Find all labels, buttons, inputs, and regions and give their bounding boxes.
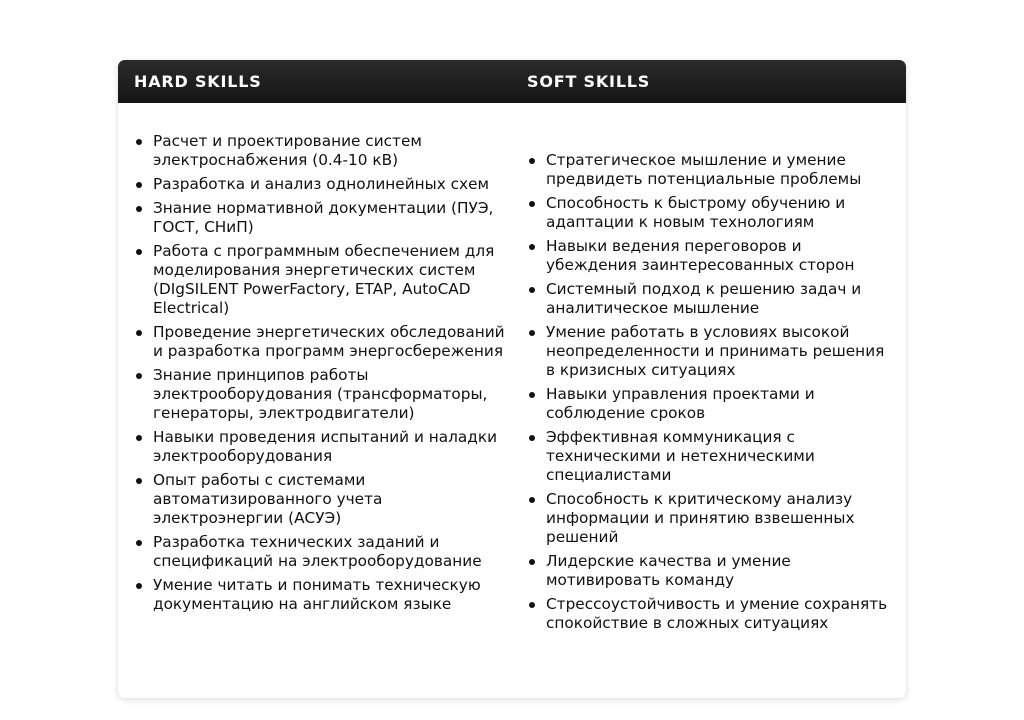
list-item: Опыт работы с системами автоматизированного учета электроэнергии (АСУЭ) <box>134 471 506 528</box>
list-item: Работа с программным обеспечением для моделирования энергетических систем (DIgSILENT PowerFactory, ETAP, AutoCAD Electrical) <box>134 242 506 318</box>
soft-skills-list <box>527 151 889 638</box>
list-item: Эффективная коммуникация с техническими и нетехническими специалистами <box>527 428 889 485</box>
hard-skills-list <box>134 132 506 619</box>
hard-skills-heading: HARD SKILLS <box>134 72 262 91</box>
list-item: Умение работать в условиях высокой неопределенности и принимать решения в кризисных ситуациях <box>527 323 889 380</box>
list-item: Расчет и проектирование систем электроснабжения (0.4-10 кВ) <box>134 132 506 170</box>
table-header <box>118 60 906 103</box>
list-item: Способность к быстрому обучению и адаптации к новым технологиям <box>527 194 889 232</box>
list-item: Навыки управления проектами и соблюдение сроков <box>527 385 889 423</box>
list-item: Навыки проведения испытаний и наладки электрооборудования <box>134 428 506 466</box>
list-item: Умение читать и понимать техническую документацию на английском языке <box>134 576 506 614</box>
list-item: Разработка и анализ однолинейных схем <box>134 175 506 194</box>
list-item: Лидерские качества и умение мотивировать команду <box>527 552 889 590</box>
list-item: Системный подход к решению задач и аналитическое мышление <box>527 280 889 318</box>
list-item: Стрессоустойчивость и умение сохранять спокойствие в сложных ситуациях <box>527 595 889 633</box>
skills-table <box>118 60 906 698</box>
list-item: Навыки ведения переговоров и убеждения заинтересованных сторон <box>527 237 889 275</box>
list-item: Стратегическое мышление и умение предвидеть потенциальные проблемы <box>527 151 889 189</box>
soft-skills-heading: SOFT SKILLS <box>527 72 651 91</box>
list-item: Знание принципов работы электрооборудования (трансформаторы, генераторы, электродвигатели) <box>134 366 506 423</box>
list-item: Проведение энергетических обследований и разработка программ энергосбережения <box>134 323 506 361</box>
list-item: Разработка технических заданий и спецификаций на электрооборудование <box>134 533 506 571</box>
list-item: Знание нормативной документации (ПУЭ, ГОСТ, СНиП) <box>134 199 506 237</box>
list-item: Способность к критическому анализу информации и принятию взвешенных решений <box>527 490 889 547</box>
